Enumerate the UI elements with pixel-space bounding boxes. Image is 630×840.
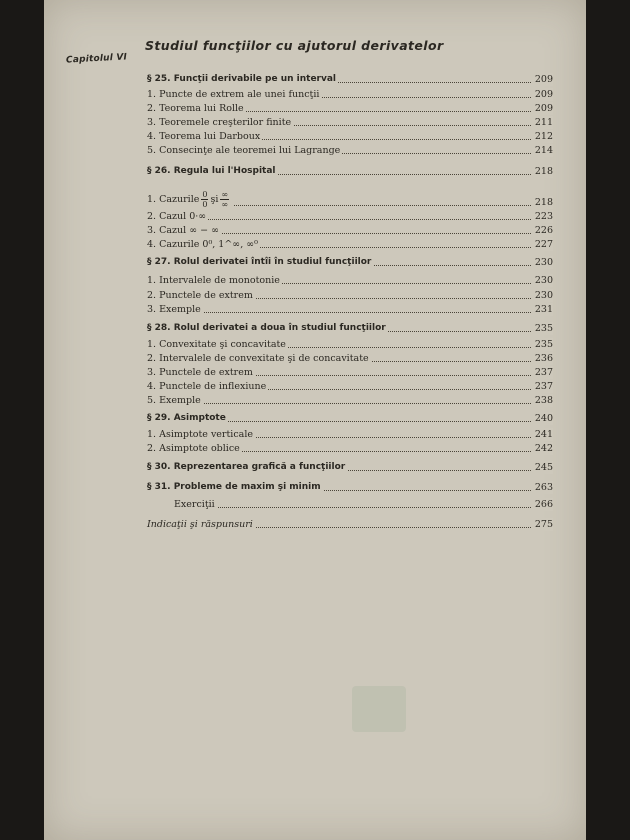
toc-entry-text: 2. Intervalele de convexitate şi de concavitate <box>147 353 369 364</box>
fraction <box>220 190 229 209</box>
page-number: 218 <box>532 196 553 209</box>
toc-item-row <box>147 338 553 351</box>
toc-item-row <box>174 498 553 511</box>
toc-entry-text: § 31. Probleme de maxim şi minim <box>147 482 321 492</box>
toc-section-row <box>147 165 553 178</box>
page-number: 212 <box>532 130 553 143</box>
toc-item-row <box>147 352 553 365</box>
page-number: 237 <box>532 380 553 393</box>
page-number: 209 <box>532 73 553 86</box>
toc-section-row <box>147 322 553 335</box>
page-number: 236 <box>532 352 553 365</box>
toc-entry-text: 4. Teorema lui Darboux <box>147 131 261 142</box>
chapter-title: Studiul funcţiilor cu ajutorul derivatelor <box>145 38 444 53</box>
toc-entry-text: 3. Punctele de extrem <box>147 367 253 378</box>
toc-section-row <box>147 412 553 425</box>
leader-dots <box>147 312 553 313</box>
toc-entry-text: Exerciţii <box>174 499 215 510</box>
fraction-numerator: ∞ <box>221 190 229 199</box>
page-number: 235 <box>532 322 553 335</box>
page-number: 230 <box>532 256 553 269</box>
page-number: 227 <box>532 238 553 251</box>
page-number: 209 <box>532 88 553 101</box>
toc-item-row <box>147 210 553 223</box>
page-number: 230 <box>532 274 553 287</box>
toc-entry-text: § 29. Asimptote <box>147 413 226 423</box>
toc-item-row <box>147 380 553 393</box>
chapter-label: Capitolul VI <box>65 52 128 66</box>
page-number: 275 <box>532 518 553 531</box>
toc-entry-text: § 27. Rolul derivatei întîi în studiul funcţiilor <box>147 257 372 267</box>
toc-entry-text: 4. Punctele de inflexiune <box>147 381 267 392</box>
page-number: 218 <box>532 165 553 178</box>
table-of-contents <box>44 0 586 840</box>
toc-item-row <box>147 224 553 237</box>
leader-dots <box>147 403 553 404</box>
toc-item-row <box>147 428 553 441</box>
toc-item-row <box>147 366 553 379</box>
toc-item-row <box>147 289 553 302</box>
toc-entry-text: 1. Puncte de extrem ale unei funcţii <box>147 89 320 100</box>
toc-entry-text: § 28. Rolul derivatei a doua în studiul funcţiilor <box>147 323 386 333</box>
fraction <box>201 190 208 209</box>
toc-section-row <box>147 481 553 494</box>
toc-entry-text: 2. Punctele de extrem <box>147 290 253 301</box>
toc-section-row <box>147 461 553 474</box>
toc-entry-text: 1. Asimptote verticale <box>147 429 253 440</box>
page-number: 214 <box>532 144 553 157</box>
toc-entry-text: 2. Cazul 0·∞ <box>147 211 207 222</box>
conjunction: şi <box>210 194 219 205</box>
toc-entry-text <box>147 190 233 209</box>
toc-entry-text: § 30. Reprezentarea grafică a funcţiilor <box>147 462 346 472</box>
toc-entry-text: 3. Teoremele creşterilor finite <box>147 117 292 128</box>
page-number: 245 <box>532 461 553 474</box>
page-number: 237 <box>532 366 553 379</box>
toc-entry-text: 4. Cazurile 0⁰, 1^∞, ∞⁰ <box>147 239 258 250</box>
page-number: 241 <box>532 428 553 441</box>
toc-entry-text: 5. Consecinţe ale teoremei lui Lagrange <box>147 145 341 156</box>
toc-entry-text: 3. Cazul ∞ − ∞ <box>147 225 220 236</box>
toc-entry-label: 1. Cazurile <box>147 194 200 205</box>
toc-item-row <box>147 442 553 455</box>
toc-item-row <box>147 102 553 115</box>
toc-item-row <box>147 88 553 101</box>
page-number: 235 <box>532 338 553 351</box>
toc-entry-text: 3. Exemple <box>147 304 201 315</box>
paper-stain <box>352 686 406 732</box>
toc-item-row <box>147 144 553 157</box>
page-number: 209 <box>532 102 553 115</box>
page-number: 230 <box>532 289 553 302</box>
toc-entry-text: 1. Convexitate şi concavitate <box>147 339 286 350</box>
page-number: 223 <box>532 210 553 223</box>
toc-item-row <box>147 303 553 316</box>
page-number: 231 <box>532 303 553 316</box>
fraction-denominator: 0 <box>202 200 208 209</box>
toc-item-row <box>147 238 553 251</box>
toc-entry-text: 1. Intervalele de monotonie <box>147 275 280 286</box>
toc-item-row <box>147 130 553 143</box>
toc-item-row <box>147 394 553 407</box>
toc-item-row <box>147 518 553 531</box>
toc-section-row <box>147 73 553 86</box>
toc-entry-text: 5. Exemple <box>147 395 201 406</box>
toc-entry-text: 2. Asimptote oblice <box>147 443 240 454</box>
toc-item-row <box>147 116 553 129</box>
leader-dots <box>174 507 553 508</box>
page-number: 226 <box>532 224 553 237</box>
book-page <box>44 0 586 840</box>
page-number: 242 <box>532 442 553 455</box>
page-number: 263 <box>532 481 553 494</box>
fraction-denominator: ∞ <box>221 200 229 209</box>
page-number: 240 <box>532 412 553 425</box>
page-number: 211 <box>532 116 553 129</box>
toc-entry-text: § 25. Funcţii derivabile pe un interval <box>147 74 337 84</box>
fraction-numerator: 0 <box>202 190 208 199</box>
toc-item-row <box>147 274 553 287</box>
toc-entry-text: § 26. Regula lui l'Hospital <box>147 166 276 176</box>
page-number: 266 <box>532 498 553 511</box>
toc-section-row <box>147 256 553 269</box>
toc-entry-text: Indicaţii şi răspunsuri <box>147 519 253 530</box>
toc-entry-text: 2. Teorema lui Rolle <box>147 103 244 114</box>
page-number: 238 <box>532 394 553 407</box>
